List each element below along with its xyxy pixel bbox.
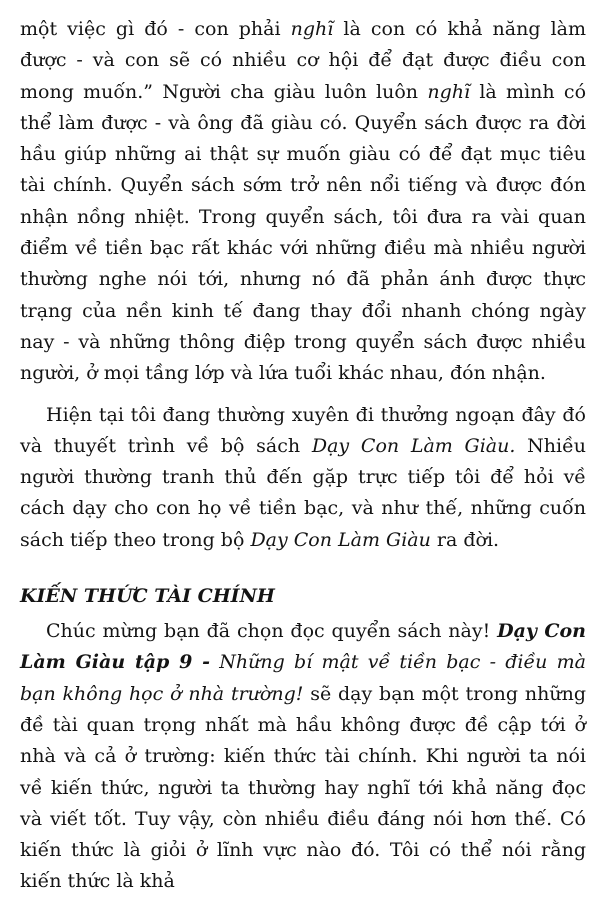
paragraph-2-text-a: Hiện tại tôi đang thường xuyên đi thưởng ngoạn đây đó và thuyết trình về bộ sách <box>20 403 586 457</box>
paragraph-1-text-b: là con có khả năng làm được - và con sẽ có nhiều cơ hội để đạt được điều con mong muốn.” Người cha giàu luôn luôn <box>20 18 586 103</box>
paragraph-3-book-title: Dạy Con Làm Giàu tập 9 - <box>20 620 586 674</box>
paragraph-3-subtitle: Những bí mật về tiền bạc - điều mà bạn không học ở nhà trường! <box>20 651 586 705</box>
paragraph-1-emphasis-a: nghĩ <box>290 18 334 40</box>
paragraph-2-text-b: Nhiều người thường tranh thủ đến gặp trực tiếp tôi để hỏi về cách dạy cho con họ về tiền bạc, và như thế, những cuốn sách tiếp theo trong bộ <box>20 434 587 551</box>
paragraph-2 <box>20 400 586 556</box>
paragraph-2-text-c: ra đời. <box>430 528 500 551</box>
paragraph-1-emphasis-b: nghĩ <box>427 80 471 103</box>
paragraph-3-text-a: Chúc mừng bạn đã chọn đọc quyển sách này! <box>46 620 498 643</box>
book-page <box>20 14 586 898</box>
paragraph-3 <box>20 616 586 898</box>
paragraph-2-book-title-b: Dạy Con Làm Giàu <box>250 528 431 551</box>
paragraph-2-book-title-a: Dạy Con Làm Giàu. <box>311 434 516 457</box>
paragraph-3-text-b: sẽ dạy bạn một trong những đề tài quan trọng nhất mà hầu không được đề cập tới ở nhà và cả ở trường: kiến thức tài chính. Khi người ta nói về kiến thức, người ta thường hay nghĩ tới khả năng đọc và viết tốt. Tuy vậy, còn nhiều điều đáng nói hơn thế. Có kiến thức là giỏi ở lĩnh vực nào đó. Tôi có thể nói rằng kiến thức là khả <box>20 682 586 893</box>
section-heading: KIẾN THỨC TÀI CHÍNH <box>20 585 275 608</box>
paragraph-1 <box>20 14 586 390</box>
paragraph-1-text-a: một việc gì đó - con phải <box>20 18 291 40</box>
paragraph-1-text-c: là mình có thể làm được - và ông đã giàu có. Quyển sách được ra đời hầu giúp những ai thật sự muốn giàu có để đạt mục tiêu tài chính. Quyển sách sớm trở nên nổi tiếng và được đón nhận nồng nhiệt. Trong quyển sách, tôi đưa ra vài quan điểm về tiền bạc rất khác với những điều mà nhiều người thường nghe nói tới, nhưng nó đã phản ánh được thực trạng của nền kinh tế đang thay đổi nhanh chóng ngày nay - và những thông điệp trong quyển sách được nhiều người, ở mọi tầng lớp và lứa tuổi khác nhau, đón nhận. <box>20 80 587 385</box>
